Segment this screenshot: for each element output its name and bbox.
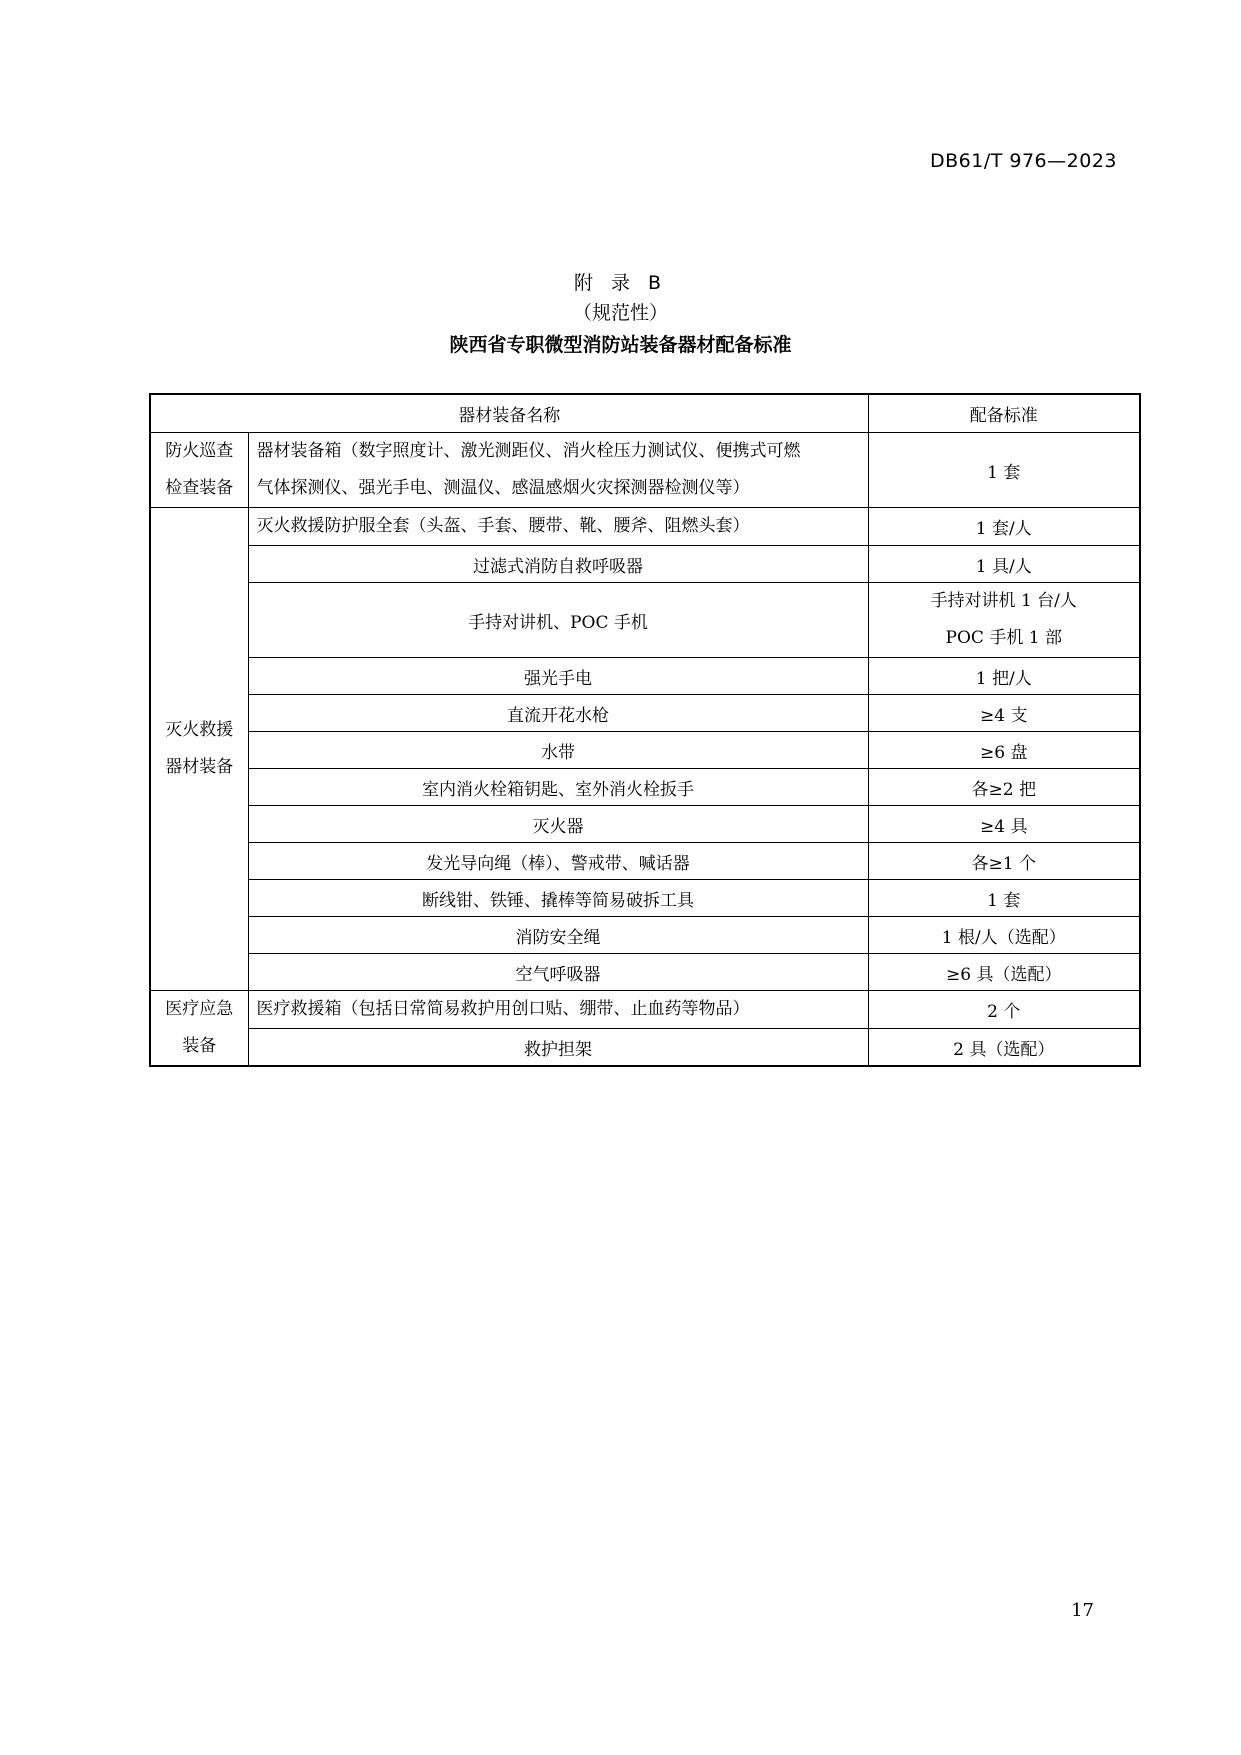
standard-line: 手持对讲机 1 台/人 xyxy=(930,591,1077,611)
category-cell xyxy=(150,508,248,991)
item-line: 器材装备箱（数字照度计、激光测距仪、消火栓压力测试仪、便携式可燃 xyxy=(256,441,801,461)
category-cell xyxy=(150,433,248,508)
item-cell: 手持对讲机、POC 手机 xyxy=(248,583,868,658)
item-cell: 医疗救援箱（包括日常简易救护用创口贴、绷带、止血药等物品） xyxy=(248,991,868,1029)
item-cell: 过滤式消防自救呼吸器 xyxy=(248,546,868,583)
table-row xyxy=(150,433,1140,508)
equipment-table xyxy=(149,393,1141,1067)
table-row xyxy=(150,954,1140,991)
item-cell: 断线钳、铁锤、撬棒等简易破拆工具 xyxy=(248,880,868,917)
table-row xyxy=(150,769,1140,806)
table-row xyxy=(150,806,1140,843)
table-row xyxy=(150,1029,1140,1067)
standard-cell: 2 个 xyxy=(868,991,1140,1029)
standard-cell: 1 根/人（选配） xyxy=(868,917,1140,954)
item-cell: 灭火救援防护服全套（头盔、手套、腰带、靴、腰斧、阻燃头套） xyxy=(248,508,868,546)
category-line: 检查装备 xyxy=(165,478,234,498)
standard-line: POC 手机 1 部 xyxy=(945,628,1062,648)
standard-cell: 1 具/人 xyxy=(868,546,1140,583)
item-cell: 空气呼吸器 xyxy=(248,954,868,991)
table-row xyxy=(150,695,1140,732)
item-cell xyxy=(248,433,868,508)
header-item-name: 器材装备名称 xyxy=(150,394,868,433)
category-line: 器材装备 xyxy=(165,757,234,777)
category-line: 装备 xyxy=(182,1036,217,1056)
table-row xyxy=(150,880,1140,917)
item-cell: 灭火器 xyxy=(248,806,868,843)
standard-cell xyxy=(868,583,1140,658)
item-cell: 消防安全绳 xyxy=(248,917,868,954)
table-row xyxy=(150,917,1140,954)
page-number: 17 xyxy=(1071,1600,1094,1621)
standard-cell: 各≥1 个 xyxy=(868,843,1140,880)
item-line: 气体探测仪、强光手电、测温仪、感温感烟火灾探测器检测仪等） xyxy=(256,478,750,498)
table-row xyxy=(150,843,1140,880)
header-standard: 配备标准 xyxy=(868,394,1140,433)
standard-cell: ≥4 支 xyxy=(868,695,1140,732)
document-code: DB61/T 976—2023 xyxy=(929,150,1117,172)
standard-cell: ≥4 具 xyxy=(868,806,1140,843)
standard-cell: 各≥2 把 xyxy=(868,769,1140,806)
standard-cell: ≥6 盘 xyxy=(868,732,1140,769)
appendix-nature: （规范性） xyxy=(572,302,668,324)
title-block xyxy=(0,268,1241,362)
item-cell: 强光手电 xyxy=(248,658,868,695)
appendix-label: 附 录 B xyxy=(573,272,668,294)
table-row xyxy=(150,991,1140,1029)
standard-cell: 1 把/人 xyxy=(868,658,1140,695)
table-row xyxy=(150,508,1140,546)
category-line: 医疗应急 xyxy=(165,999,234,1019)
standard-cell: ≥6 具（选配） xyxy=(868,954,1140,991)
item-cell: 水带 xyxy=(248,732,868,769)
standard-cell: 2 具（选配） xyxy=(868,1029,1140,1067)
table-row xyxy=(150,732,1140,769)
item-cell: 直流开花水枪 xyxy=(248,695,868,732)
standard-cell: 1 套 xyxy=(868,433,1140,508)
item-cell: 发光导向绳（棒）、警戒带、喊话器 xyxy=(248,843,868,880)
table-row xyxy=(150,583,1140,658)
category-line: 防火巡查 xyxy=(165,441,234,461)
standard-cell: 1 套 xyxy=(868,880,1140,917)
appendix-title: 陕西省专职微型消防站装备器材配备标准 xyxy=(449,334,792,356)
item-cell: 救护担架 xyxy=(248,1029,868,1067)
standard-cell: 1 套/人 xyxy=(868,508,1140,546)
category-cell xyxy=(150,991,248,1067)
item-cell: 室内消火栓箱钥匙、室外消火栓扳手 xyxy=(248,769,868,806)
category-line: 灭火救援 xyxy=(165,720,234,740)
table-header-row xyxy=(150,394,1140,433)
table-row xyxy=(150,546,1140,583)
table-row xyxy=(150,658,1140,695)
